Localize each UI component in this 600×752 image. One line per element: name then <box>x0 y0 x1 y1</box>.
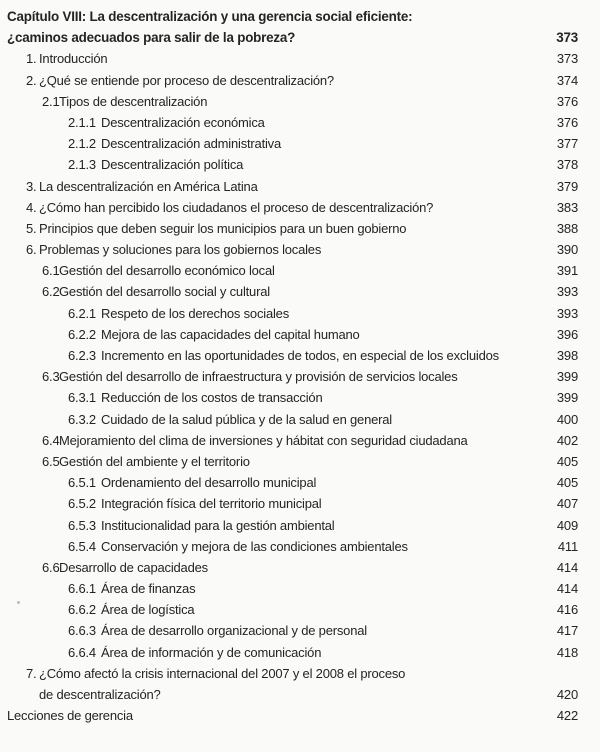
entry-label: Mejoramiento del clima de inversiones y hábitat con seguridad ciudadana <box>59 432 468 448</box>
entry-label: La descentralización en América Latina <box>39 178 258 194</box>
entry-label: Ordenamiento del desarrollo municipal <box>101 475 317 491</box>
entry-number: 6.2.3 <box>68 348 96 363</box>
entry-page-number: 390 <box>556 242 578 258</box>
entry-number: 2. <box>26 72 37 88</box>
entry-label: Descentralización política <box>101 157 244 173</box>
entry-page-number: 407 <box>556 496 578 512</box>
entry-page-number: 418 <box>556 644 578 660</box>
toc-entry-6-6-2 <box>0 599 600 620</box>
entry-number: 6.1 <box>42 263 60 279</box>
toc-entry-2-1-3 <box>0 154 600 175</box>
entry-label: Lecciones de gerencia <box>7 708 133 724</box>
entry-label: Gestión del desarrollo económico local <box>59 263 275 279</box>
entry-page-number: 379 <box>556 178 578 194</box>
entry-label: Introducción <box>39 51 108 67</box>
entry-page-number: 416 <box>556 602 578 618</box>
toc-list <box>0 6 600 726</box>
entry-number: 2.1.2 <box>68 136 96 152</box>
entry-label: Reducción de los costos de transacción <box>101 390 323 406</box>
entry-label: Mejora de las capacidades del capital humano <box>101 326 360 342</box>
entry-number: 6.5.4 <box>68 538 96 554</box>
entry-label: Tipos de descentralización <box>59 93 208 109</box>
entry-number: 2.1.3 <box>68 157 96 173</box>
entry-label: Conservación y mejora de las condiciones ambientales <box>101 538 408 554</box>
entry-label: ¿Cómo han percibido los ciudadanos el proceso de descentralización? <box>39 199 434 215</box>
entry-page-number: 402 <box>556 432 578 448</box>
entry-page-number: 373 <box>556 51 578 67</box>
entry-number: 6.6.1 <box>68 581 96 597</box>
toc-entry-5 <box>0 218 600 239</box>
entry-page-number: 383 <box>556 199 578 215</box>
toc-entry-2-1 <box>0 91 600 112</box>
entry-page-number: 374 <box>556 72 578 88</box>
entry-number: 6.4 <box>42 432 60 448</box>
chapter-title-text: ¿caminos adecuados para salir de la pobreza? <box>7 30 296 46</box>
toc-entry-6-5-1 <box>0 472 600 493</box>
toc-entry-6-5 <box>0 451 600 472</box>
entry-number: 7. <box>26 665 37 681</box>
toc-entry-6-6 <box>0 557 600 578</box>
entry-number: 6.2.2 <box>68 326 96 342</box>
chapter-title-line2 <box>0 27 600 48</box>
toc-entry-6-2-1 <box>0 303 600 324</box>
entry-page-number: 388 <box>556 220 578 236</box>
entry-page-number: 399 <box>556 369 578 385</box>
toc-entry-6-2-2 <box>0 324 600 345</box>
toc-entry-6-5-4 <box>0 536 600 557</box>
entry-label: Área de información y de comunicación <box>101 644 322 660</box>
entry-label: Integración física del territorio municipal <box>101 496 322 512</box>
entry-label: Descentralización económica <box>101 114 265 130</box>
entry-number: 6. <box>26 242 37 258</box>
toc-entry-6-6-1 <box>0 578 600 599</box>
toc-entry-7-continuation <box>0 684 600 705</box>
entry-page-number: 393 <box>556 305 578 321</box>
toc-entry-6-3-1 <box>0 387 600 408</box>
toc-entry-lecciones-de-gerencia <box>0 705 600 726</box>
toc-entry-6-4 <box>0 430 600 451</box>
entry-label: Principios que deben seguir los municipios para un buen gobierno <box>39 220 407 236</box>
entry-number: 2.1 <box>42 93 60 109</box>
toc-entry-6-2-3 <box>0 345 600 366</box>
entry-page-number: 417 <box>556 623 578 639</box>
entry-label: Gestión del desarrollo social y cultural <box>59 284 270 300</box>
entry-number: 6.6 <box>42 559 60 575</box>
entry-label: Descentralización administrativa <box>101 136 282 152</box>
entry-number: 6.5.2 <box>68 496 96 512</box>
toc-entry-6-2 <box>0 281 600 302</box>
entry-number: 1. <box>26 51 37 67</box>
entry-number: 6.6.2 <box>68 602 96 618</box>
entry-page-number: 393 <box>556 284 578 300</box>
entry-number: 6.3.1 <box>68 390 96 406</box>
entry-label: Área de logística <box>101 602 195 618</box>
entry-label: Gestión del ambiente y el territorio <box>59 453 250 469</box>
toc-entry-2-1-1 <box>0 112 600 133</box>
toc-entry-6-3 <box>0 366 600 387</box>
toc-entry-4 <box>0 197 600 218</box>
entry-label: ¿Qué se entiende por proceso de descentralización? <box>39 72 334 88</box>
toc-entry-6 <box>0 239 600 260</box>
chapter-page-number: 373 <box>556 30 578 46</box>
toc-entry-6-6-3 <box>0 620 600 641</box>
toc-entry-6-3-2 <box>0 409 600 430</box>
entry-page-number: 422 <box>556 708 578 724</box>
entry-label: Área de finanzas <box>101 581 196 597</box>
entry-page-number: 414 <box>556 581 578 597</box>
entry-page-number: 420 <box>556 687 578 702</box>
entry-number: 6.2 <box>42 284 60 300</box>
entry-label: Institucionalidad para la gestión ambiental <box>101 517 335 533</box>
entry-label: Respeto de los derechos sociales <box>101 305 289 321</box>
entry-number: 3. <box>26 178 37 194</box>
entry-page-number: 399 <box>556 390 578 406</box>
entry-label-continued: de descentralización? <box>39 687 161 702</box>
entry-label: Incremento en las oportunidades de todos, en especial de los excluidos <box>101 348 499 363</box>
entry-page-number: 377 <box>556 136 578 152</box>
entry-label: Desarrollo de capacidades <box>59 559 208 575</box>
entry-page-number: 405 <box>556 453 578 469</box>
toc-entry-1 <box>0 48 600 69</box>
chapter-title-text: Capítulo VIII: La descentralización y una gerencia social eficiente: <box>7 9 413 24</box>
entry-number: 6.5.1 <box>68 475 96 491</box>
entry-page-number: 376 <box>556 114 578 130</box>
entry-label: Gestión del desarrollo de infraestructura y provisión de servicios locales <box>59 369 458 385</box>
toc-entry-6-5-2 <box>0 493 600 514</box>
scan-artifact-dot <box>17 601 20 604</box>
toc-entry-6-1 <box>0 260 600 281</box>
toc-entry-3 <box>0 176 600 197</box>
entry-page-number: 400 <box>556 411 578 427</box>
entry-label: Área de desarrollo organizacional y de personal <box>101 623 367 639</box>
entry-page-number: 378 <box>556 157 578 173</box>
entry-page-number: 398 <box>556 348 578 363</box>
entry-number: 6.6.3 <box>68 623 96 639</box>
entry-number: 2.1.1 <box>68 114 96 130</box>
entry-number: 4. <box>26 199 37 215</box>
entry-label: Problemas y soluciones para los gobiernos locales <box>39 242 322 258</box>
entry-page-number: 405 <box>556 475 578 491</box>
entry-number: 6.2.1 <box>68 305 96 321</box>
entry-number: 5. <box>26 220 37 236</box>
entry-page-number: 414 <box>556 559 578 575</box>
entry-label: ¿Cómo afectó la crisis internacional del 2007 y el 2008 el proceso <box>39 665 406 681</box>
toc-entry-7 <box>0 663 600 684</box>
toc-entry-6-6-4 <box>0 642 600 663</box>
entry-number: 6.3.2 <box>68 411 96 427</box>
entry-number: 6.3 <box>42 369 60 385</box>
entry-page-number: 396 <box>556 326 578 342</box>
entry-page-number: 411 <box>557 538 578 554</box>
entry-number: 6.5 <box>42 453 60 469</box>
toc-entry-6-5-3 <box>0 515 600 536</box>
toc-entry-2 <box>0 70 600 91</box>
entry-number: 6.6.4 <box>68 644 96 660</box>
entry-number: 6.5.3 <box>68 517 96 533</box>
chapter-title-line1 <box>0 6 600 27</box>
entry-label: Cuidado de la salud pública y de la salud en general <box>101 411 392 427</box>
entry-page-number: 391 <box>556 263 578 279</box>
entry-page-number: 376 <box>556 93 578 109</box>
toc-entry-2-1-2 <box>0 133 600 154</box>
entry-page-number: 409 <box>556 517 578 533</box>
